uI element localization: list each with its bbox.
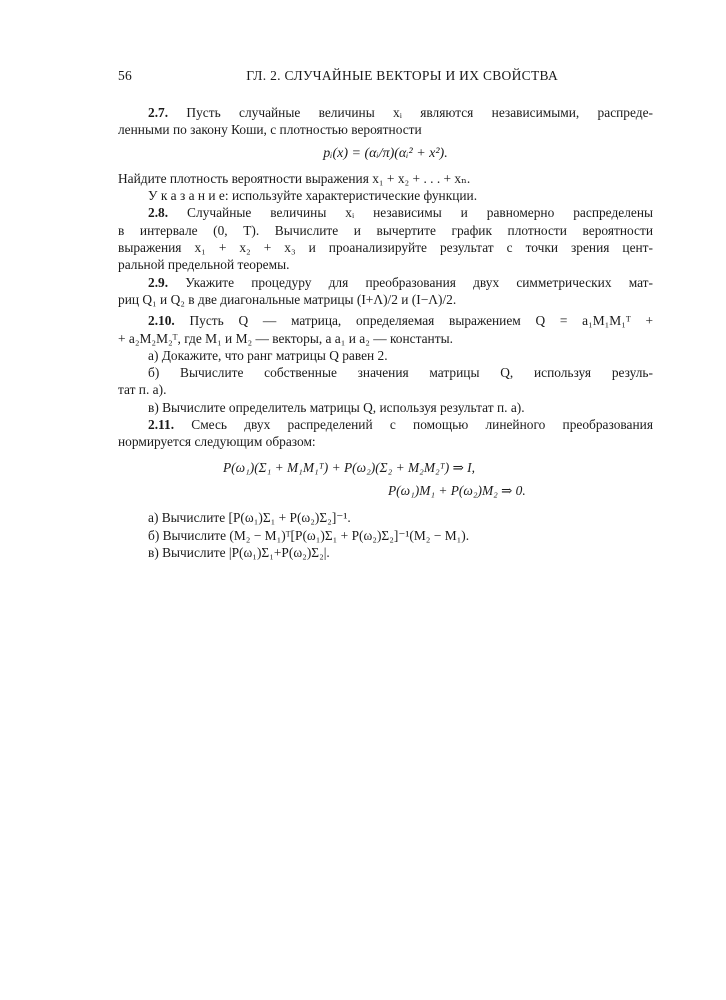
problem-2-10-item-b2: тат п. а).	[118, 382, 167, 398]
normalization-equation-1: P(ω₁)(Σ₁ + M₁M₁ᵀ) + P(ω₂)(Σ₂ + M₂M₂ᵀ) ⇒ I,	[223, 459, 475, 475]
problem-2-11-line1: 2.11. Смесь двух распределений с помощью линейного преобразования	[148, 417, 653, 433]
problem-2-10-line1: 2.10. Пусть Q — матрица, определяемая выражением Q = a₁M₁M₁ᵀ +	[148, 313, 653, 329]
problem-2-11	[118, 416, 653, 561]
chapter-title: ГЛ. 2. СЛУЧАЙНЫЕ ВЕКТОРЫ И ИХ СВОЙСТВА	[246, 68, 558, 83]
problem-number: 2.9.	[148, 274, 169, 290]
running-header	[118, 68, 558, 88]
page-number: 56	[118, 68, 133, 83]
problem-2-10	[118, 312, 653, 416]
problem-2-8-line1: 2.8. Случайные величины xᵢ независимы и равномерно распределены	[148, 205, 653, 221]
problem-2-7-line2: ленными по закону Коши, с плотностью вероятности	[118, 122, 422, 138]
problem-2-11-item-b: б) Вычислите (M₂ − M₁)ᵀ[P(ω₁)Σ₁ + P(ω₂)Σ₂]⁻¹(M₂ − M₁).	[148, 527, 470, 543]
problem-number: 2.10.	[148, 313, 175, 329]
problem-2-7-hint: У к а з а н и е: используйте характеристические функции.	[148, 188, 478, 204]
problem-2-7-line1: 2.7. Пусть случайные величины xᵢ являются независимыми, распреде-	[148, 105, 653, 120]
problem-2-7-line3: Найдите плотность вероятности выражения x₁ + x₂ + . . . + xₙ.	[118, 170, 471, 186]
problem-2-11-item-c: в) Вычислите |P(ω₁)Σ₁+P(ω₂)Σ₂|.	[148, 544, 330, 560]
problem-2-11-item-a: а) Вычислите [P(ω₁)Σ₁ + P(ω₂)Σ₂]⁻¹.	[148, 510, 351, 526]
problem-2-10-item-a: а) Докажите, что ранг матрицы Q равен 2.	[148, 347, 388, 363]
normalization-equation-2: P(ω₁)M₁ + P(ω₂)M₂ ⇒ 0.	[388, 482, 526, 498]
problem-2-10-item-b1: б) Вычислите собственные значения матрицы Q, используя резуль-	[148, 365, 653, 381]
problem-2-8-line3: выражения x₁ + x₂ + x₃ и проанализируйте результат с точки зрения цент-	[118, 240, 653, 256]
problem-2-11-line2: нормируется следующим образом:	[118, 434, 316, 450]
problem-2-8-line4: ральной предельной теоремы.	[118, 257, 290, 273]
problem-number: 2.11.	[148, 417, 175, 433]
problem-2-8-line2: в интервале (0, T). Вычислите и вычертите график плотности вероятности	[118, 222, 653, 238]
problem-2-10-item-c: в) Вычислите определитель матрицы Q, используя результат п. а).	[148, 399, 525, 415]
problem-2-9-line1: 2.9. Укажите процедуру для преобразования двух симметрических мат-	[148, 274, 653, 290]
cauchy-density-formula: pᵢ(x) = (αᵢ/π)(αᵢ² + x²).	[323, 145, 448, 161]
problem-2-9-line2: риц Q₁ и Q₂ в две диагональные матрицы (I+Λ)/2 и (I−Λ)/2.	[118, 291, 457, 307]
problem-2-7	[118, 104, 653, 204]
page-body	[118, 104, 653, 561]
problem-2-9	[118, 274, 653, 309]
problem-number: 2.7.	[148, 105, 169, 120]
problem-number: 2.8.	[148, 205, 169, 221]
problem-2-8	[118, 204, 653, 273]
problem-2-10-line2: + a₂M₂M₂ᵀ, где M₁ и M₂ — векторы, а a₁ и a₂ — константы.	[118, 330, 453, 346]
